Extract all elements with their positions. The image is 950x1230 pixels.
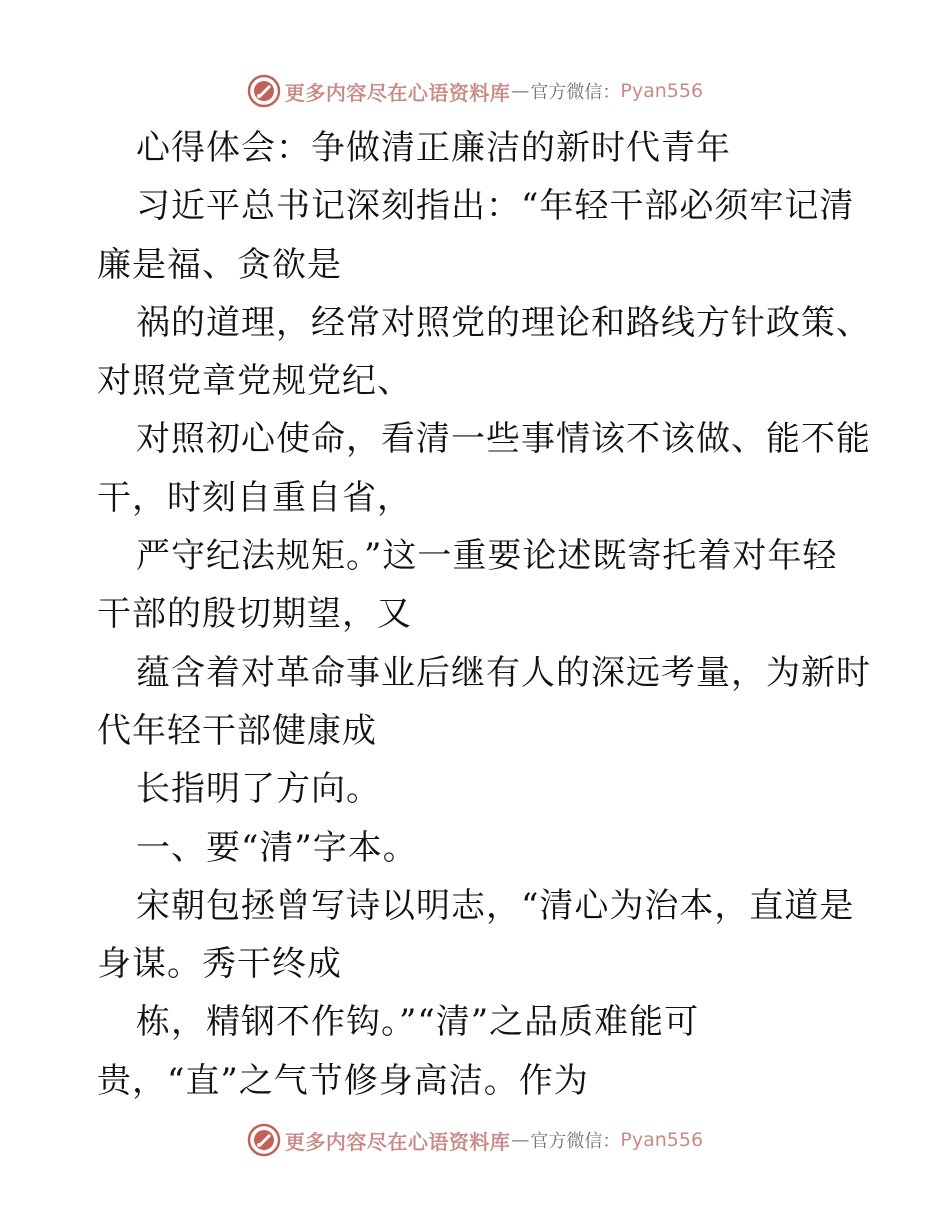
body-line: 干部的殷切期望，又 [97,594,412,635]
body-line: 廉是福、贪欲是 [97,244,342,285]
document-body [97,119,871,1110]
body-line: 祸的道理，经常对照党的理论和路线方针政策、 [136,302,871,343]
watermark-site-text: 更多内容尽在心语资料库 [284,1129,511,1154]
body-line: 对照初心使命，看清一些事情该不该做、能不能 [136,419,871,460]
body-line: 栋，精钢不作钩。”“清”之品质难能可 [136,1002,700,1043]
body-line: 干，时刻自重自省， [97,477,412,518]
document-title: 心得体会：争做清正廉洁的新时代青年 [136,128,731,168]
header-watermark [0,69,950,113]
watermark-dash: — [511,80,530,102]
body-line: 身谋。秀干终成 [97,944,342,985]
footer-watermark [0,1118,950,1162]
watermark-wechat-label: 官方微信： [530,82,621,103]
watermark-wechat-label: 官方微信： [530,1131,621,1152]
circular-logo-icon [247,74,281,108]
circular-logo-icon [247,1123,281,1157]
body-line: 对照党章党规党纪、 [97,361,412,402]
body-line: 习近平总书记深刻指出：“年轻干部必须牢记清 [136,186,855,227]
body-line: 宋朝包拯曾写诗以明志，“清心为治本，直道是 [136,885,855,926]
watermark-wechat-id: Pyan556 [620,80,704,102]
watermark-dash: — [511,1129,530,1151]
body-line: 蕴含着对革命事业后继有人的深远考量，为新时 [136,652,871,693]
watermark-wechat-id: Pyan556 [620,1129,704,1151]
watermark-site-text: 更多内容尽在心语资料库 [284,80,511,105]
body-line: 贵，“直”之气节修身高洁。作为 [97,1060,589,1101]
section-heading: 一、要“清”字本。 [136,827,418,868]
body-line: 代年轻干部健康成 [97,710,377,751]
body-line: 严守纪法规矩。”这一重要论述既寄托着对年轻 [136,536,838,577]
body-line: 长指明了方向。 [136,769,381,810]
